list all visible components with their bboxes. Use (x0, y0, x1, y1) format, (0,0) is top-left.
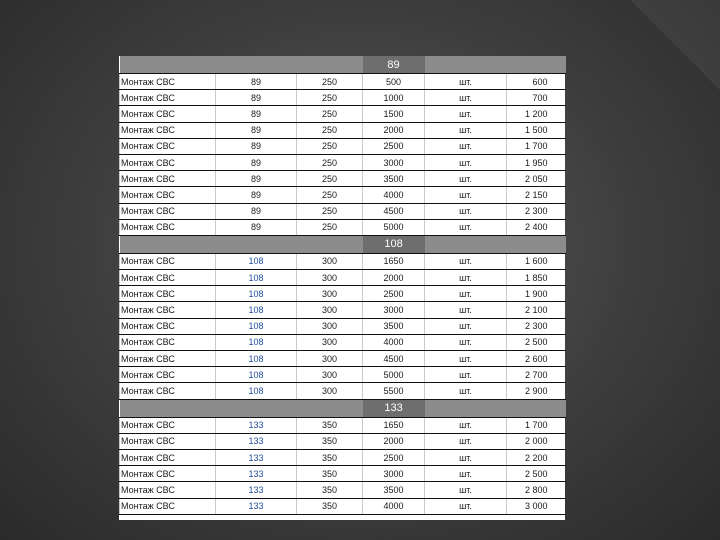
cell-width: 300 (297, 367, 363, 383)
table-row (120, 367, 566, 383)
group-header-row (120, 399, 566, 417)
table-row (120, 171, 566, 187)
cell-length: 1500 (363, 106, 425, 122)
cell-service-name: Монтаж СВС (120, 482, 216, 498)
cell-diameter: 89 (216, 106, 297, 122)
cell-price: 1 950 (507, 154, 566, 170)
cell-unit: шт. (425, 449, 507, 465)
cell-price: 1 600 (507, 253, 566, 269)
cell-unit: шт. (425, 351, 507, 367)
cell-diameter: 89 (216, 154, 297, 170)
cell-price: 2 300 (507, 203, 566, 219)
cell-diameter: 89 (216, 122, 297, 138)
table-row (120, 302, 566, 318)
cell-width: 250 (297, 171, 363, 187)
cell-service-name: Монтаж СВС (120, 367, 216, 383)
cell-unit: шт. (425, 433, 507, 449)
cell-unit: шт. (425, 334, 507, 350)
cell-length: 3500 (363, 171, 425, 187)
cell-length: 3500 (363, 482, 425, 498)
group-header-spacer (120, 235, 363, 253)
cell-diameter: 133 (216, 449, 297, 465)
cell-service-name: Монтаж СВС (120, 351, 216, 367)
cell-service-name: Монтаж СВС (120, 171, 216, 187)
cell-width: 250 (297, 74, 363, 90)
table-row (120, 74, 566, 90)
cell-diameter: 108 (216, 367, 297, 383)
cell-width: 250 (297, 90, 363, 106)
group-header-spacer (425, 399, 566, 417)
table-row (120, 417, 566, 433)
group-header-row (120, 235, 566, 253)
cell-diameter: 89 (216, 219, 297, 235)
cell-price: 2 100 (507, 302, 566, 318)
cell-price: 700 (507, 90, 566, 106)
table-row (120, 482, 566, 498)
cell-price: 2 200 (507, 449, 566, 465)
cell-width: 350 (297, 466, 363, 482)
cell-width: 350 (297, 417, 363, 433)
cell-width: 300 (297, 302, 363, 318)
group-header-label: 133 (363, 399, 425, 417)
cell-length: 2500 (363, 449, 425, 465)
cell-length: 2000 (363, 433, 425, 449)
cell-diameter: 133 (216, 498, 297, 514)
cell-diameter: 89 (216, 203, 297, 219)
cell-unit: шт. (425, 498, 507, 514)
cell-width: 350 (297, 433, 363, 449)
cell-unit: шт. (425, 171, 507, 187)
cell-price: 2 700 (507, 367, 566, 383)
cell-unit: шт. (425, 122, 507, 138)
cell-unit: шт. (425, 106, 507, 122)
cell-service-name: Монтаж СВС (120, 90, 216, 106)
cell-price: 1 700 (507, 138, 566, 154)
group-header-spacer (120, 399, 363, 417)
cell-unit: шт. (425, 203, 507, 219)
table-row (120, 466, 566, 482)
cell-diameter: 133 (216, 417, 297, 433)
cell-diameter: 108 (216, 302, 297, 318)
cell-length: 3000 (363, 466, 425, 482)
cell-length: 1650 (363, 417, 425, 433)
cell-price: 2 000 (507, 433, 566, 449)
cell-service-name: Монтаж СВС (120, 74, 216, 90)
cell-service-name: Монтаж СВС (120, 498, 216, 514)
cell-unit: шт. (425, 417, 507, 433)
cell-service-name: Монтаж СВС (120, 106, 216, 122)
cell-diameter: 108 (216, 253, 297, 269)
cell-width: 250 (297, 138, 363, 154)
group-header-row (120, 56, 566, 74)
cell-length: 4000 (363, 498, 425, 514)
cell-width: 250 (297, 203, 363, 219)
cell-width: 250 (297, 106, 363, 122)
cell-price: 2 600 (507, 351, 566, 367)
price-table (119, 56, 566, 515)
cell-service-name: Монтаж СВС (120, 449, 216, 465)
cell-service-name: Монтаж СВС (120, 122, 216, 138)
table-row (120, 253, 566, 269)
table-row (120, 449, 566, 465)
cell-service-name: Монтаж СВС (120, 270, 216, 286)
cell-price: 2 800 (507, 482, 566, 498)
cell-diameter: 108 (216, 270, 297, 286)
cell-unit: шт. (425, 270, 507, 286)
cell-service-name: Монтаж СВС (120, 154, 216, 170)
cell-price: 2 500 (507, 334, 566, 350)
table-row (120, 318, 566, 334)
table-row (120, 90, 566, 106)
cell-price: 2 050 (507, 171, 566, 187)
cell-width: 250 (297, 187, 363, 203)
cell-length: 5000 (363, 367, 425, 383)
table-row (120, 203, 566, 219)
cell-unit: шт. (425, 187, 507, 203)
cell-diameter: 108 (216, 318, 297, 334)
table-row (120, 138, 566, 154)
cell-service-name: Монтаж СВС (120, 187, 216, 203)
cell-service-name: Монтаж СВС (120, 219, 216, 235)
cell-length: 2000 (363, 122, 425, 138)
price-sheet (119, 56, 565, 520)
cell-price: 2 300 (507, 318, 566, 334)
cell-diameter: 108 (216, 351, 297, 367)
cell-unit: шт. (425, 253, 507, 269)
cell-width: 350 (297, 449, 363, 465)
cell-unit: шт. (425, 219, 507, 235)
cell-length: 4500 (363, 351, 425, 367)
cell-price: 2 150 (507, 187, 566, 203)
cell-width: 300 (297, 270, 363, 286)
cell-price: 2 400 (507, 219, 566, 235)
cell-width: 300 (297, 253, 363, 269)
table-row (120, 187, 566, 203)
cell-service-name: Монтаж СВС (120, 286, 216, 302)
cell-price: 3 000 (507, 498, 566, 514)
cell-width: 250 (297, 219, 363, 235)
table-row (120, 498, 566, 514)
cell-length: 5500 (363, 383, 425, 399)
cell-price: 1 700 (507, 417, 566, 433)
cell-diameter: 89 (216, 187, 297, 203)
group-header-spacer (425, 235, 566, 253)
cell-unit: шт. (425, 302, 507, 318)
table-row (120, 106, 566, 122)
cell-length: 4500 (363, 203, 425, 219)
cell-diameter: 89 (216, 90, 297, 106)
cell-service-name: Монтаж СВС (120, 318, 216, 334)
table-row (120, 219, 566, 235)
cell-service-name: Монтаж СВС (120, 417, 216, 433)
cell-width: 300 (297, 318, 363, 334)
cell-width: 300 (297, 351, 363, 367)
cell-service-name: Монтаж СВС (120, 302, 216, 318)
cell-length: 500 (363, 74, 425, 90)
cell-service-name: Монтаж СВС (120, 466, 216, 482)
group-header-label: 89 (363, 56, 425, 74)
cell-width: 300 (297, 383, 363, 399)
cell-unit: шт. (425, 318, 507, 334)
table-row (120, 286, 566, 302)
cell-price: 1 500 (507, 122, 566, 138)
slide-corner-decoration (630, 0, 720, 90)
cell-price: 1 200 (507, 106, 566, 122)
cell-price: 2 900 (507, 383, 566, 399)
group-header-spacer (425, 56, 566, 74)
cell-service-name: Монтаж СВС (120, 334, 216, 350)
cell-unit: шт. (425, 138, 507, 154)
table-row (120, 433, 566, 449)
price-table-body (120, 56, 566, 514)
cell-diameter: 133 (216, 482, 297, 498)
table-row (120, 270, 566, 286)
group-header-label: 108 (363, 235, 425, 253)
cell-price: 1 900 (507, 286, 566, 302)
cell-length: 2500 (363, 138, 425, 154)
cell-length: 4000 (363, 187, 425, 203)
table-row (120, 122, 566, 138)
cell-diameter: 133 (216, 433, 297, 449)
cell-diameter: 133 (216, 466, 297, 482)
cell-width: 300 (297, 334, 363, 350)
cell-length: 2500 (363, 286, 425, 302)
cell-service-name: Монтаж СВС (120, 138, 216, 154)
cell-service-name: Монтаж СВС (120, 253, 216, 269)
cell-length: 4000 (363, 334, 425, 350)
cell-diameter: 89 (216, 74, 297, 90)
cell-length: 1650 (363, 253, 425, 269)
cell-length: 3500 (363, 318, 425, 334)
cell-service-name: Монтаж СВС (120, 203, 216, 219)
cell-length: 5000 (363, 219, 425, 235)
cell-unit: шт. (425, 154, 507, 170)
cell-unit: шт. (425, 466, 507, 482)
cell-service-name: Монтаж СВС (120, 383, 216, 399)
cell-unit: шт. (425, 74, 507, 90)
cell-price: 2 500 (507, 466, 566, 482)
cell-price: 600 (507, 74, 566, 90)
table-row (120, 334, 566, 350)
cell-unit: шт. (425, 383, 507, 399)
cell-unit: шт. (425, 90, 507, 106)
cell-width: 350 (297, 498, 363, 514)
cell-service-name: Монтаж СВС (120, 433, 216, 449)
cell-unit: шт. (425, 286, 507, 302)
cell-diameter: 89 (216, 171, 297, 187)
cell-width: 300 (297, 286, 363, 302)
cell-width: 250 (297, 154, 363, 170)
cell-diameter: 89 (216, 138, 297, 154)
cell-diameter: 108 (216, 286, 297, 302)
cell-length: 1000 (363, 90, 425, 106)
cell-width: 350 (297, 482, 363, 498)
cell-length: 2000 (363, 270, 425, 286)
cell-length: 3000 (363, 302, 425, 318)
table-row (120, 351, 566, 367)
cell-unit: шт. (425, 367, 507, 383)
cell-diameter: 108 (216, 334, 297, 350)
cell-diameter: 108 (216, 383, 297, 399)
cell-unit: шт. (425, 482, 507, 498)
cell-width: 250 (297, 122, 363, 138)
cell-price: 1 850 (507, 270, 566, 286)
table-row (120, 383, 566, 399)
cell-length: 3000 (363, 154, 425, 170)
table-row (120, 154, 566, 170)
group-header-spacer (120, 56, 363, 74)
